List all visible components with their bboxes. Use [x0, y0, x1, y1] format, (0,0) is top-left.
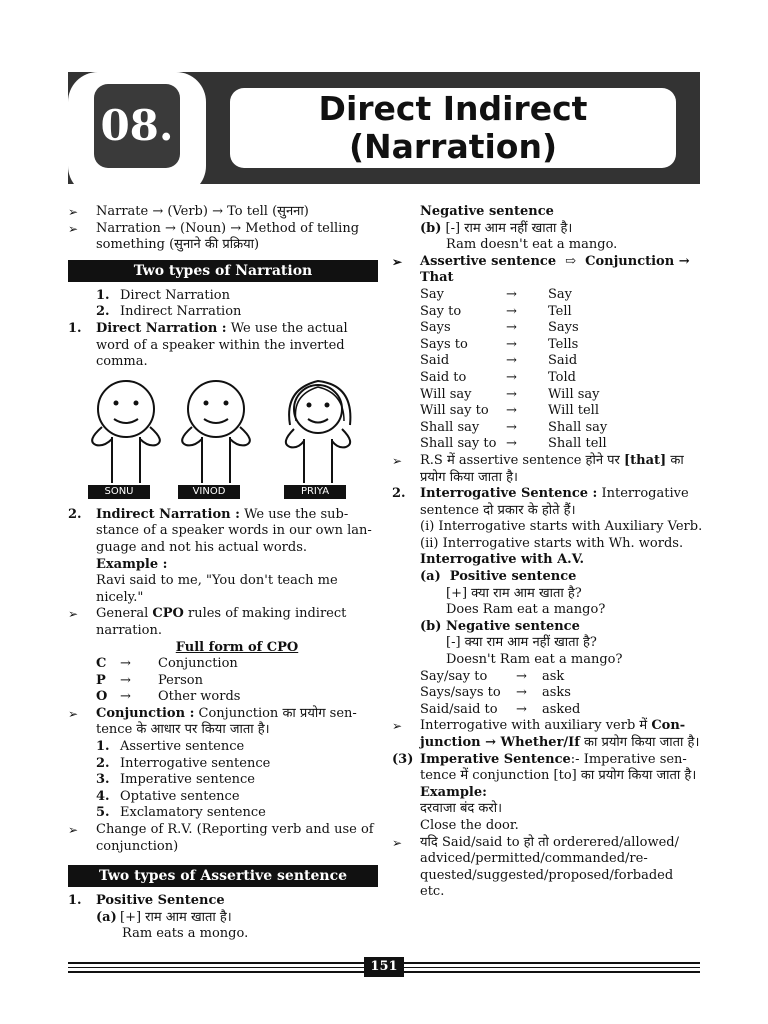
direct-narration-def: 1. Direct Narration : We use the actual [68, 320, 348, 336]
bullet-icon: ➢ [68, 823, 79, 838]
imperative-def: (3) Imperative Sentence:- Imperative sen- [392, 751, 687, 767]
reporting-verb-row: Will say to → Will tell [420, 403, 599, 419]
assertive-conjunction-2: That [420, 270, 454, 286]
interrogative-av-head: Interrogative with A.V. [420, 552, 585, 568]
chapter-title-line2: (Narration) [348, 127, 558, 166]
interrogative-def: 2. Interrogative Sentence : Interrogative [392, 486, 689, 502]
imperative-example-label: Example: [420, 784, 487, 800]
bullet-icon: ➢ [68, 221, 79, 236]
auxiliary-note-2: junction → Whether/If का प्रयोग किया जाता है। [420, 735, 700, 750]
example-line-2: nicely." [96, 589, 144, 605]
section-band-assertive: Two types of Assertive sentence [68, 865, 378, 887]
speaker-figures [68, 375, 378, 503]
reporting-verb-row: Said to → Told [420, 369, 576, 385]
positive-sentence-hindi: (a) [+] राम आम खाता है। [96, 909, 232, 925]
cpo-intro-2: narration. [96, 622, 163, 638]
rs-that-note: ➢ R.S में assertive sentence होने पर [that] का [392, 452, 684, 468]
direct-narration-def-2: word of a speaker within the inverted [96, 337, 345, 353]
figure-label: SONU [88, 485, 150, 499]
arrow-icon: → [506, 403, 517, 419]
reporting-verb-row: Shall say → Shall say [420, 419, 608, 435]
negative-sentence-head: Negative sentence [420, 204, 554, 219]
interrogative-def-2: sentence दो प्रकार के होते हैं। [420, 502, 576, 518]
arrow-icon: → [506, 386, 517, 402]
intro-line-3: something (सुनाने की प्रक्रिया) [96, 237, 260, 253]
indirect-narration-def-2: stance of a speaker words in our own lan- [96, 523, 372, 539]
figure-priya [278, 375, 358, 503]
said-to-note: ➢ यदि Said/said to हो तो orderered/allowed/ [392, 834, 679, 850]
arrow-icon: → [506, 303, 517, 319]
ask-row-3: Said/said to → asked [420, 701, 581, 717]
interrogative-negative-english: Doesn't Ram eat a mango? [446, 652, 623, 668]
interrogative-positive-hindi: [+] क्या राम आम खाता है? [446, 585, 582, 601]
reporting-verb-row: Say to → Tell [420, 303, 572, 319]
change-rv-2: conjunction) [96, 838, 179, 854]
indirect-narration-def: 2. Indirect Narration : We use the sub- [68, 506, 349, 522]
indirect-narration-def-3: guage and not his actual words. [96, 539, 308, 555]
interrogative-positive-head: (a) Positive sentence [420, 569, 577, 585]
section-band-narration: Two types of Narration [68, 260, 378, 282]
stick-figure-icon [82, 375, 162, 485]
cpo-row-p: P → Person [96, 672, 203, 688]
bullet-icon: ➢ [392, 254, 403, 269]
narration-type-1: 1. Direct Narration [96, 287, 231, 303]
cpo-row-o: O → Other words [96, 689, 241, 705]
chapter-title-line1: Direct Indirect [318, 89, 588, 128]
cpo-heading: Full form of CPO [175, 639, 299, 655]
interrogative-negative-hindi: [-] क्या राम आम नहीं खाता है? [446, 635, 597, 651]
reporting-verb-row: Says to → Tells [420, 336, 579, 352]
said-to-note-2: adviced/permitted/commanded/re- [420, 851, 648, 867]
stick-figure-girl-icon [278, 375, 358, 485]
cpo-row-c: C → Conjunction [96, 656, 238, 672]
figure-label: PRIYA [284, 485, 346, 499]
bullet-icon: ➢ [392, 453, 403, 468]
right-column [392, 204, 702, 901]
bullet-icon: ➢ [68, 205, 79, 219]
assertive-conjunction: ➢ Assertive sentence ⇨ Conjunction → [392, 253, 690, 269]
interrogative-positive-english: Does Ram eat a mango? [446, 602, 606, 618]
figure-sonu [82, 375, 162, 503]
bullet-icon: ➢ [392, 835, 403, 850]
positive-sentence-english: Ram eats a mongo. [122, 926, 249, 942]
arrow-icon: → [506, 353, 517, 369]
negative-sentence-hindi: (b) [-] राम आम नहीं खाता है। [420, 220, 573, 236]
conjunction-def: ➢ Conjunction : Conjunction का प्रयोग sen- [68, 705, 357, 721]
sentence-type-2: 2. Interrogative sentence [96, 755, 271, 771]
arrow-icon: ⇨ [565, 253, 577, 269]
conjunction-def-2: tence के आधार पर किया जाता है। [96, 722, 270, 738]
positive-sentence-head: 1. Positive Sentence [68, 893, 225, 909]
change-rv: ➢ Change of R.V. (Reporting verb and use of [68, 822, 374, 838]
bullet-icon: ➢ [392, 719, 403, 734]
arrow-icon: → [506, 320, 517, 336]
imperative-def-2: tence में conjunction [to] का प्रयोग किया जाता है। [420, 768, 697, 784]
sentence-type-3: 3. Imperative sentence [96, 772, 255, 788]
said-to-note-3: quested/suggested/proposed/forbaded [420, 867, 674, 883]
interrogative-negative-head: (b) Negative sentence [420, 618, 580, 634]
direct-narration-def-3: comma. [96, 354, 148, 370]
arrow-icon: → [506, 436, 517, 452]
said-to-note-4: etc. [420, 884, 445, 900]
sentence-type-1: 1. Assertive sentence [96, 739, 245, 755]
interrogative-i: (i) Interrogative starts with Auxiliary Verb. [420, 519, 703, 535]
arrow-icon: → [506, 369, 517, 385]
figure-vinod [172, 375, 252, 503]
reporting-verb-row: Will say → Will say [420, 386, 600, 402]
intro-line-1: ➢ Narrate → (Verb) → To tell (सुनना) [68, 204, 309, 219]
imperative-example-english: Close the door. [420, 817, 519, 833]
arrow-icon: → [506, 336, 517, 352]
reporting-verb-row: Said → Said [420, 353, 578, 369]
example-label: Example : [96, 556, 168, 572]
arrow-icon: → [506, 419, 517, 435]
example-line-1: Ravi said to me, "You don't teach me [96, 573, 338, 589]
bullet-icon: ➢ [68, 607, 79, 622]
stick-figure-icon [172, 375, 252, 485]
arrow-icon: → [506, 286, 517, 302]
auxiliary-note: ➢ Interrogative with auxiliary verb में Con- [392, 718, 686, 734]
chapter-number: 08. [94, 84, 180, 168]
sentence-type-5: 5. Exclamatory sentence [96, 805, 266, 821]
sentence-type-4: 4. Optative sentence [96, 788, 240, 804]
imperative-example-hindi: दरवाजा बंद करो। [420, 801, 503, 817]
reporting-verb-row: Says → Says [420, 320, 579, 336]
ask-row-1: Say/say to → ask [420, 668, 565, 684]
reporting-verb-row: Shall say to → Shall tell [420, 436, 607, 452]
interrogative-ii: (ii) Interrogative starts with Wh. words. [420, 535, 684, 551]
bullet-icon: ➢ [68, 706, 79, 721]
left-column [68, 204, 378, 943]
reporting-verb-row: Say → Say [420, 286, 573, 302]
cpo-intro: ➢ General CPO rules of making indirect [68, 606, 347, 622]
reporting-verb-table [392, 287, 702, 453]
intro-line-2: ➢ Narration → (Noun) → Method of telling [68, 220, 360, 236]
chapter-title [230, 88, 676, 168]
figure-label: VINOD [178, 485, 240, 499]
negative-sentence-english: Ram doesn't eat a mango. [446, 237, 618, 253]
narration-type-2: 2. Indirect Narration [96, 304, 242, 320]
page-number: 151 [364, 957, 404, 977]
rs-that-note-2: प्रयोग किया जाता है। [420, 469, 518, 485]
ask-row-2: Says/says to → asks [420, 685, 571, 701]
